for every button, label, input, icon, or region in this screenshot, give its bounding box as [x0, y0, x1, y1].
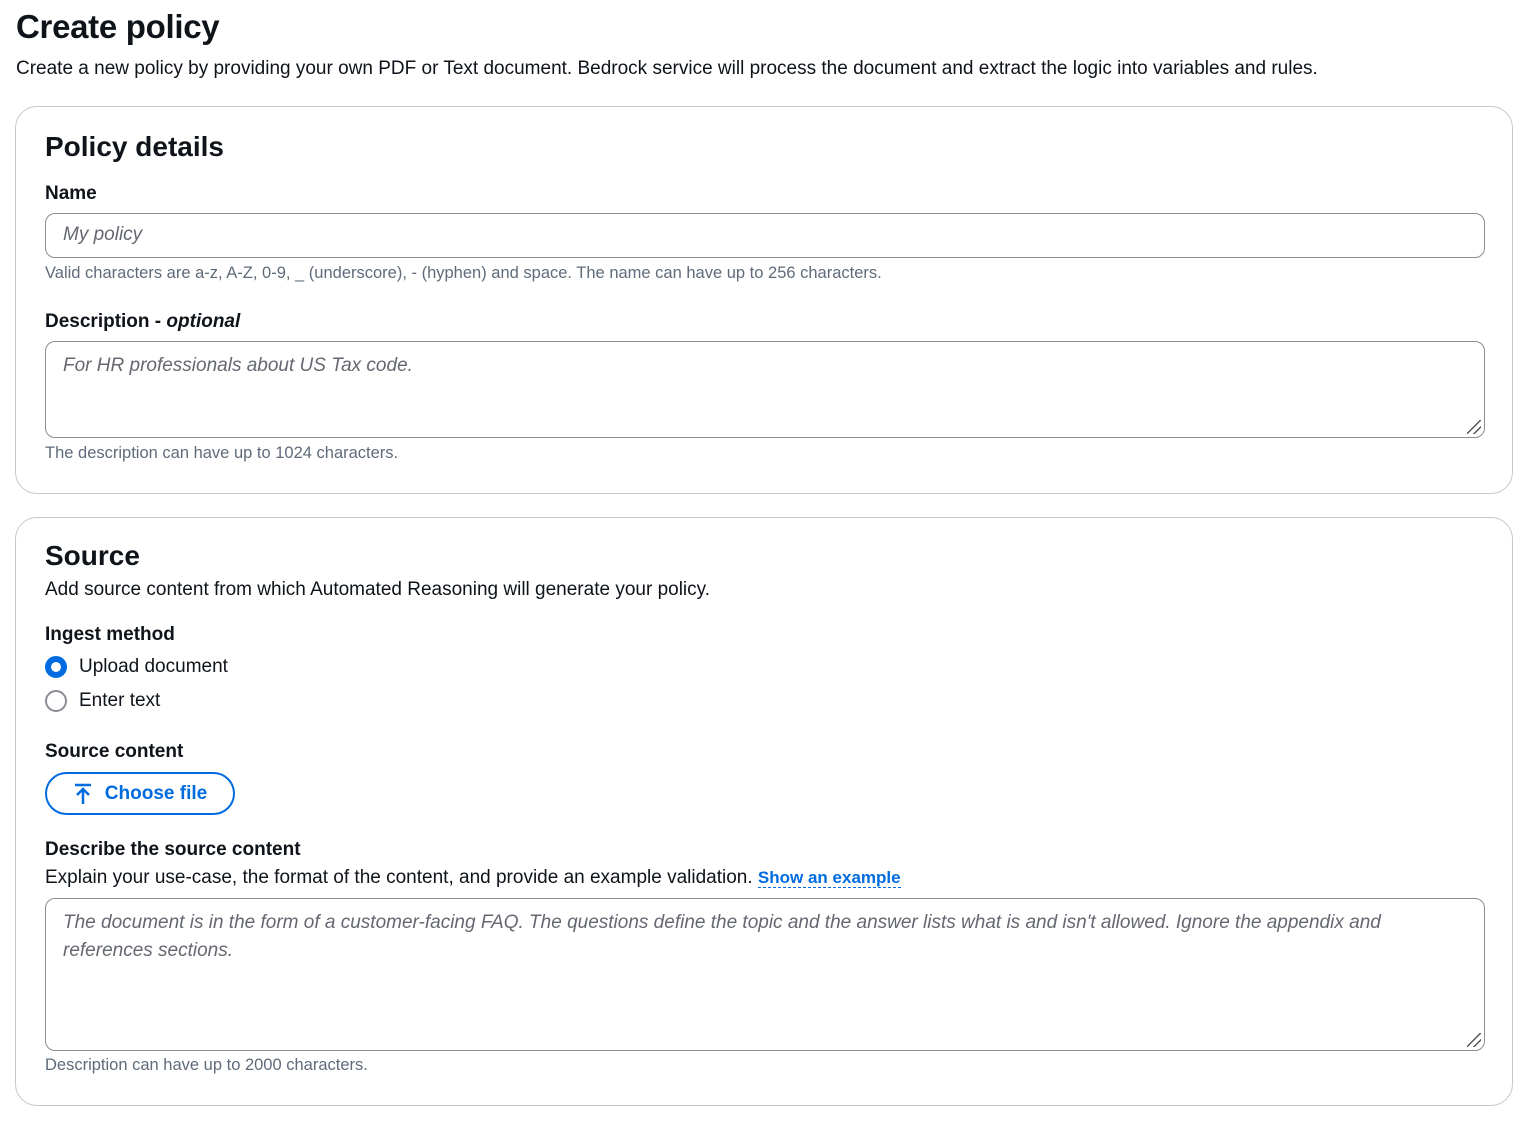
describe-source-text: [45, 867, 901, 889]
describe-text: Explain your use-case, the format of the content, and provide an example validation.: [45, 867, 753, 888]
describe-placeholder: The document is in the form of a customer-facing FAQ. The questions define the topic and the answer lists what is and isn't allowed. Ignore the appendix and references sections.: [63, 912, 1381, 961]
radio-label: Upload document: [79, 656, 228, 677]
source-heading: Source: [45, 540, 140, 571]
radio-enter-text[interactable]: [45, 690, 160, 712]
source-content-label: Source content: [45, 741, 184, 762]
choose-file-button[interactable]: [45, 772, 235, 815]
description-input[interactable]: [45, 341, 1485, 438]
description-label-text: Description -: [45, 311, 167, 332]
policy-details-heading: Policy details: [45, 131, 224, 162]
description-hint: The description can have up to 1024 characters.: [45, 444, 399, 462]
describe-source-hint: Description can have up to 2000 characters.: [45, 1056, 368, 1074]
radio-label: Enter text: [79, 690, 161, 711]
name-label: Name: [45, 183, 97, 204]
policy-details-panel: [15, 106, 1513, 494]
choose-file-label: Choose file: [104, 782, 208, 804]
source-panel: [15, 517, 1513, 1106]
description-placeholder: For HR professionals about US Tax code.: [63, 355, 413, 376]
page-subtitle: Create a new policy by providing your own PDF or Text document. Bedrock service will process the document and extract the logic into variables and rules.: [16, 58, 1318, 79]
radio-selected-icon[interactable]: [45, 656, 67, 678]
page-title: Create policy: [16, 8, 220, 45]
resize-handle-icon[interactable]: [1467, 420, 1481, 434]
resize-handle-icon[interactable]: [1467, 1033, 1481, 1047]
radio-unselected-icon[interactable]: [45, 690, 67, 712]
source-subtitle: Add source content from which Automated Reasoning will generate your policy.: [45, 579, 711, 600]
ingest-method-label: Ingest method: [45, 624, 175, 645]
show-example-link[interactable]: Show an example: [757, 868, 901, 887]
optional-text: optional: [166, 311, 241, 332]
name-input[interactable]: My policy: [45, 213, 1485, 258]
describe-source-label: Describe the source content: [45, 839, 301, 860]
description-label: [45, 311, 240, 333]
describe-source-input[interactable]: [45, 898, 1485, 1051]
upload-icon: [73, 783, 93, 805]
name-hint: Valid characters are a-z, A-Z, 0-9, _ (underscore), - (hyphen) and space. The name can have up to 256 characters.: [45, 264, 882, 282]
radio-upload-document[interactable]: [45, 656, 228, 678]
